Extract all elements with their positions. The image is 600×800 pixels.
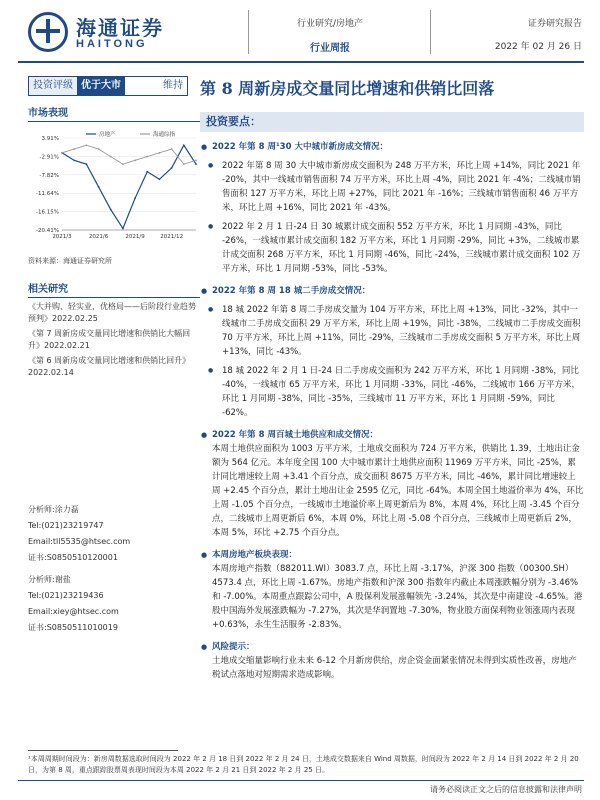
section-heading: ● 2022 年第 8 周百城土地供应和成交情况： [200, 428, 584, 442]
data-point [110, 209, 112, 211]
data-point [85, 163, 87, 165]
analyst-email[interactable]: Email:xiey@htsec.com [28, 607, 119, 616]
rating-box [28, 76, 188, 96]
risk-text: 土地成交缩量影响行业未来 6-12 个月新房供给，房企资金面紧张情况未得到实质性改善，房地产税试点落地对短期需求造成影响。 [212, 656, 577, 680]
data-point [85, 144, 87, 146]
analyst-name: 分析师:谢盐 [28, 575, 71, 584]
y-tick-label: -20.41% [36, 228, 59, 234]
left-column [28, 104, 200, 379]
header-center [270, 16, 390, 54]
analyst-tel: Tel:(021)23219747 [28, 521, 104, 530]
analyst-cert: 证书:S0850511010019 [28, 623, 118, 632]
data-point [98, 186, 100, 188]
x-tick-label: 2021/9 [125, 234, 145, 240]
company-logo [28, 10, 218, 56]
y-tick-label: -16.15% [36, 209, 59, 216]
market-chart-svg [28, 130, 200, 250]
data-point [146, 171, 148, 173]
index-text: 本周房地产指数（882011.WI）3083.7 点，环比上周 -3.17%，沪深 300 指数（00300.SH）4573.4 点，环比上周 -1.67%。房地产指数和沪深 300 指数年内截止本周涨跌幅分别为 -3.46%和 -7.00%。本周重点跟踪公司中，A 股保利发展涨幅领先 -3.24%，其次是中南建设 -4.65%。港股中国海外发展涨跌幅为 -7.27%，其次是华润置地 -7.30%，物业股方面保利物业领涨周内表现 +0.63%，永生生活服务 -2.83%。 [212, 564, 583, 630]
legend-label: 海通综指 [153, 132, 176, 138]
data-point [73, 148, 75, 150]
related-section-title: 相关研究 [28, 280, 200, 298]
analyst-tel: Tel:(021)23219436 [28, 591, 104, 600]
analyst-info [28, 502, 200, 636]
data-point [195, 159, 197, 161]
header-rule [18, 61, 584, 63]
y-tick-label: -2.91% [39, 154, 59, 161]
analyst-name: 分析师:涂力磊 [28, 505, 79, 514]
related-research [28, 280, 200, 379]
footer-rule [18, 780, 584, 781]
market-chart [28, 130, 200, 250]
bullet-text: ● 2022 年 2 月 1 日-24 日 30 城累计成交面积 552 万平方米，环比 1 月同期 -43%，同比 -26%，一线城市累计成交面积 182 万平方米，环比 1 月同期 -29%，同比 +3%，二线城市累计成交面积 268 万平方米，环比 1 月同期 -46%，同比 -24%，三线城市累计成交面积 102 万平方米，环比 1 月同期 -53%，同比 -53%。 [200, 220, 584, 276]
logo-en: HAITONG [76, 38, 148, 50]
header-divider [430, 10, 431, 54]
analyst-email[interactable]: Email:tll5535@htsec.com [28, 537, 131, 546]
rating-key: 投资评级 [29, 77, 77, 95]
data-point [61, 152, 63, 154]
header-divider [248, 10, 249, 54]
disclaimer: 请务必阅读正文之后的信息披露和法律声明 [430, 785, 582, 794]
data-point [73, 159, 75, 161]
report-type: 行业周报 [310, 43, 350, 54]
related-item[interactable]: 《第 6 周新房成交量同比增速和供销比回升》2022.02.14 [28, 356, 191, 377]
report-header [0, 0, 600, 62]
land-text: 本周土地供应面积为 1003 万平方米，土地成交面积为 724 万平方米，供销比 1.39，土地出让金额为 564 亿元。本年度全国 100 大中城市累计土地供应面积 11969 万平方米，同比 -25%，累计同比增速较上周 +3.41 个百分点，成交面积 8675 万平方米，同比 -46%，累计同比增速较上周 +2.45 个百分点，累计土地出让金 2595 亿元，同比 -64%。本周全国土地溢价率为 4%，环比上周 -1.05 个百分点，一线城市土地溢价率上周更新后为 8%，本周 4%，环比上周 -3.45 个百分点，二线城市上周更新后 6%，本周 0%，环比上周 -5.08 个百分点，三线城市上周更新后 2%，本周 5%，环比 +2.75 个百分点。 [212, 444, 584, 538]
data-point [98, 148, 100, 150]
key-points [200, 112, 584, 682]
risk-heading: ● 风险提示： [200, 640, 584, 654]
data-point [122, 228, 124, 230]
data-point [183, 163, 185, 165]
data-point [146, 156, 148, 158]
section-heading: ● 2022 年第 8 周¹30 大中城市新房成交情况： [200, 140, 584, 154]
key-points-heading: 投资要点： [200, 112, 584, 132]
logo-cn: 海通证券 [76, 16, 164, 40]
chart-source: 资料来源：海通证券研究所 [28, 257, 112, 265]
analyst-cert: 证书:S0850510120001 [28, 553, 118, 562]
y-tick-label: 3.91% [41, 136, 59, 142]
data-point [134, 197, 136, 199]
bullet-text: ● 18 城 2022 年 2 月 1 日-24 日二手房成交面积为 242 万平方米，环比 1 月同期 -38%，同比 -40%，一线城市 65 万平方米，环比 1 月同期 -33%，同比 -46%，二线城市 166 万平方米，环比 1 月同期 -38%，同比 -35%，三线城市 11 万平方米，环比 1 月同期 -59%，同比 -62%。 [200, 364, 584, 420]
doc-kind: 证券研究报告 [527, 19, 582, 29]
data-point [110, 156, 112, 158]
series-line-0 [62, 145, 196, 228]
data-point [195, 163, 197, 165]
related-item[interactable]: 《第 7 周新房成交量同比增速和供销比大幅回升》2022.02.21 [28, 329, 191, 350]
page-title: 第 8 周新房成交量同比增速和供销比回落 [200, 79, 495, 98]
series-line-1 [62, 145, 196, 164]
data-point [159, 152, 161, 154]
section-heading: ● 2022 年第 8 周 18 城二手房成交情况： [200, 284, 584, 298]
rating-value: 优于大市 [77, 77, 125, 95]
section-heading: ● 本周房地产板块表现： [200, 548, 584, 562]
y-tick-label: -7.82% [39, 172, 59, 179]
legend-label: 房地产 [99, 132, 116, 138]
bullet-text: ● 18 城 2022 年第 8 周二手房成交量为 104 万平方米，环比上周 +13%，同比 -32%，其中一线城市二手房成交面积 29 万平方米，环比上周 +19%，同比 -38%，二线城市二手房成交面积 70 万平方米，环比上周 +11%，同比 -29%，三线城市二手房成交面积 5 万平方米，环比上周 +13%，同比 -43%。 [200, 303, 584, 359]
market-section-title: 市场表现 [28, 104, 200, 122]
y-tick-label: -11.64% [36, 191, 59, 198]
data-point [134, 159, 136, 161]
report-date: 2022 年 02 月 26 日 [494, 42, 582, 52]
data-point [183, 144, 185, 146]
x-tick-label: 2021/6 [88, 234, 109, 240]
data-point [122, 163, 124, 165]
data-point [171, 148, 173, 150]
rating-status: 维持 [163, 80, 183, 91]
related-item[interactable]: 《大并购、轻实业，优格局——后阶段行业趋势预判》2022.02.25 [28, 302, 196, 323]
footnote: ¹本周周期时间段为：新房周数据选取时间段为 2022 年 2 月 18 日到 2022 年 2 月 24 日，土地成交数据来自 Wind 周数据，时间段为 2022 年 2 月 14 日到 2022 年 2 月 20 日，为第 8 周，重点跟踪股票周表现时间段为本周 2022 年 2 月 21 日到 2022 年 2 月 25 日。 [28, 755, 579, 774]
footnote-rule [28, 750, 178, 751]
bullet-text: ● 2022 年第 8 周 30 大中城市新房成交面积为 248 万平方米，环比上周 +14%，同比 2021 年 -20%，其中一线城市销售面积 74 万平方米，环比上周 -4%，同比 2021 年 -4%；二线城市销售面积 127 万平方米，环比上周 +27%，同比 2021 年 -16%；三线城市销售面积 46 万平方米，环比上周 +16%，同比 2021 年 -43%。 [200, 159, 584, 215]
logo-mark-icon [28, 12, 68, 52]
report-category: 行业研究/房地产 [296, 19, 364, 29]
data-point [171, 167, 173, 169]
x-tick-label: 2021/3 [52, 234, 72, 240]
data-point [159, 178, 161, 180]
x-tick-label: 2021/12 [160, 234, 184, 240]
header-right [495, 16, 582, 52]
